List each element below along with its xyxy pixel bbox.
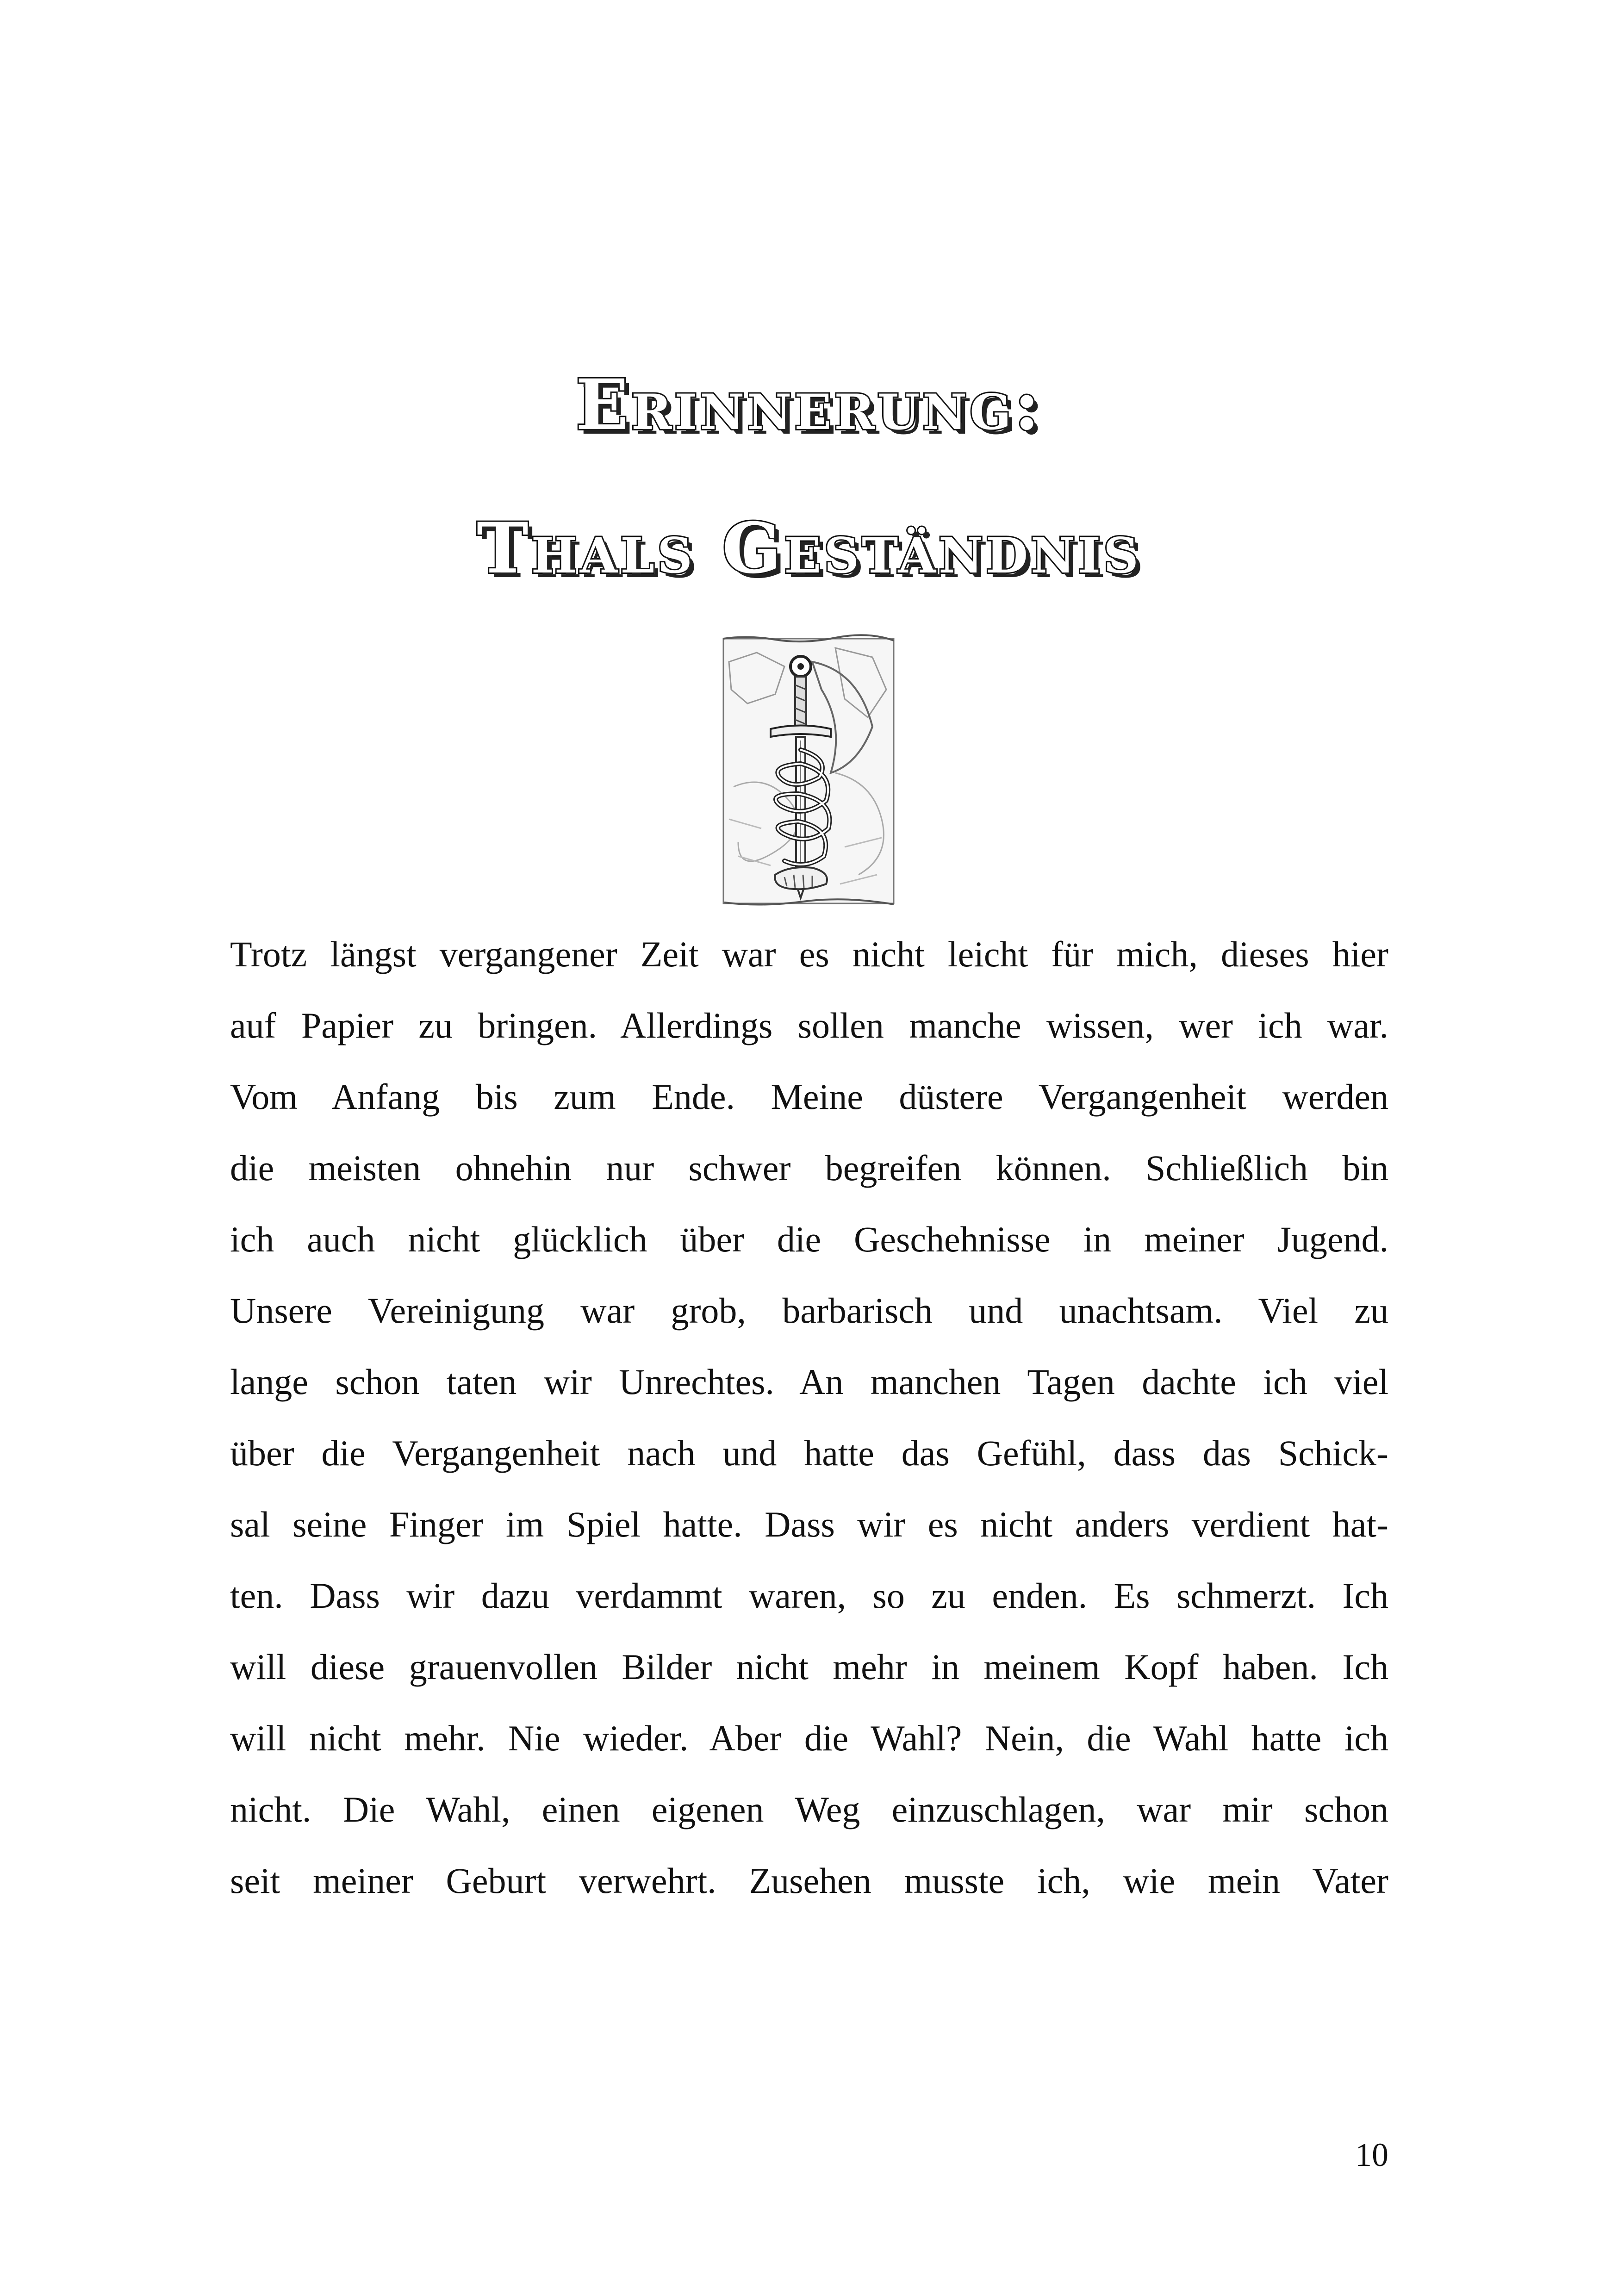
text-line: die meisten ohnehin nur schwer begreifen können. Schließlich bin xyxy=(230,1148,1388,1188)
chapter-title-line-2: Thals Geständnis xyxy=(477,508,1141,589)
text-line: über die Vergangenheit nach und hatte das Gefühl, dass das Schick- xyxy=(230,1433,1388,1473)
text-line: ten. Dass wir dazu verdammt waren, so zu enden. Es schmerzt. Ich xyxy=(230,1575,1388,1616)
text-line: nicht. Die Wahl, einen eigenen Weg einzuschlagen, war mir schon xyxy=(230,1789,1388,1829)
text-line: auf Papier zu bringen. Allerdings sollen manche wissen, wer ich war. xyxy=(230,1005,1388,1045)
text-line: ich auch nicht glücklich über die Geschehnisse in meiner Jugend. xyxy=(230,1219,1388,1259)
chapter-title-line-1: Erinnerung: xyxy=(575,364,1043,446)
page-number: 10 xyxy=(1355,2136,1388,2173)
text-line: Trotz längst vergangener Zeit war es nicht leicht für mich, dieses hier xyxy=(230,934,1388,974)
text-line: Vom Anfang bis zum Ende. Meine düstere Vergangenheit werden xyxy=(230,1076,1388,1117)
body-paragraph xyxy=(230,919,1388,1916)
sword-serpent-emblem-icon xyxy=(720,634,898,907)
text-line: seit meiner Geburt verwehrt. Zusehen musste ich, wie mein Vater xyxy=(230,1860,1388,1901)
text-line: will diese grauenvollen Bilder nicht mehr in meinem Kopf haben. Ich xyxy=(230,1647,1388,1687)
text-line: Unsere Vereinigung war grob, barbarisch und unachtsam. Viel zu xyxy=(230,1290,1388,1331)
text-line: sal seine Finger im Spiel hatte. Dass wir es nicht anders verdient hat- xyxy=(230,1504,1388,1544)
text-line: lange schon taten wir Unrechtes. An manchen Tagen dachte ich viel xyxy=(230,1362,1388,1402)
text-line: will nicht mehr. Nie wieder. Aber die Wahl? Nein, die Wahl hatte ich xyxy=(230,1718,1388,1758)
